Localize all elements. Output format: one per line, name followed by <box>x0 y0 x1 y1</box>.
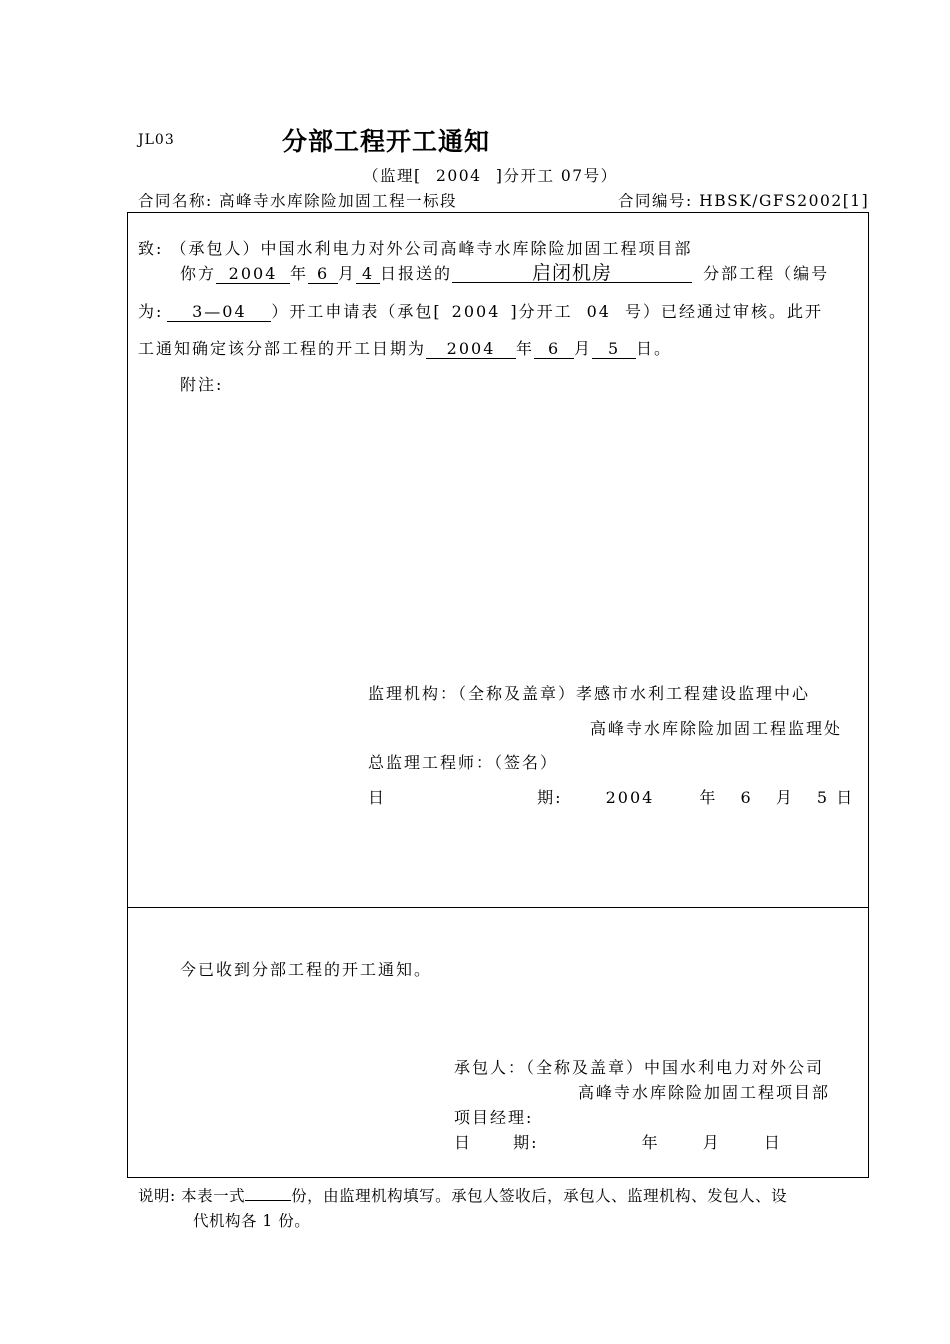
footer-note-line2: 代机构各 1 份。 <box>193 1212 311 1230</box>
form-code: JL03 <box>138 132 175 148</box>
contract-no-label: 合同编号: <box>618 192 693 210</box>
chief-engineer-signature: 总监理工程师：（签名） <box>368 753 559 772</box>
page-title: 分部工程开工通知 <box>282 127 491 156</box>
recipient-line <box>138 236 693 259</box>
notice-line-4 <box>138 336 672 359</box>
supervisor-date-day: 5 <box>816 788 830 807</box>
supervisor-date-year: 2004 <box>605 788 655 807</box>
supervisor-date-label-1: 日 <box>368 788 387 807</box>
contract-no-value: HBSK/GFS2002[1] <box>699 192 870 210</box>
notice-line-3 <box>138 299 823 322</box>
start-year: 2004 <box>426 340 516 359</box>
apply-no: 04 <box>586 302 611 321</box>
form-divider <box>127 907 869 908</box>
supervisor-org-line1: 孝感市水利工程建设监理中心 <box>576 684 811 703</box>
document-number <box>363 164 618 186</box>
note-label: 附注: <box>180 375 224 394</box>
start-month: 6 <box>534 340 574 359</box>
line3-mid2: ]分开工 <box>510 302 573 321</box>
receipt-month-char: 月 <box>702 1133 721 1152</box>
contractor-line1: 中国水利电力对外公司 <box>644 1058 825 1077</box>
subtitle-no: 07 <box>560 167 584 185</box>
start-year-char: 年 <box>516 339 535 358</box>
line2-prefix: 你方 <box>180 264 217 283</box>
line2-mid: 日报送的 <box>380 264 453 283</box>
receipt-text: 今已收到分部工程的开工通知。 <box>180 960 433 979</box>
footer-note-prefix: 说明: 本表一式 <box>138 1187 246 1205</box>
contract-number <box>618 189 869 211</box>
line3-prefix: 为: <box>138 302 164 321</box>
supervisor-date-year-char: 年 <box>699 788 718 807</box>
supervisor-org-label: 监理机构：（全称及盖章） <box>368 684 577 703</box>
supervisor-date-month-char: 月 <box>775 788 794 807</box>
supervisor-org-line2: 高峰寺水库除险加固工程监理处 <box>590 719 843 738</box>
submit-day: 4 <box>356 265 380 284</box>
contract-name <box>138 189 457 211</box>
line2-suffix: 分部工程（编号 <box>703 264 830 283</box>
subtitle-mid: ]分开工 <box>495 167 555 185</box>
receipt-day-char: 日 <box>763 1133 782 1152</box>
line4-prefix: 工通知确定该分部工程的开工日期为 <box>138 339 427 358</box>
receipt-year-char: 年 <box>641 1133 660 1152</box>
project-code: 3—04 <box>167 303 271 322</box>
receipt-date <box>454 1130 782 1153</box>
supervisor-date-day-char: 日 <box>836 788 855 807</box>
start-day: 5 <box>592 340 636 359</box>
line3-suffix: 号）已经通过审核。此开 <box>624 302 823 321</box>
contract-name-label: 合同名称: <box>138 192 213 210</box>
footer-note-suffix: 份，由监理机构填写。承包人签收后，承包人、监理机构、发包人、设 <box>291 1187 788 1205</box>
subtitle-prefix: （监理[ <box>363 167 422 185</box>
notice-line-2 <box>180 261 829 284</box>
receipt-date-label-2: 期: <box>513 1133 539 1152</box>
start-month-char: 月 <box>574 339 593 358</box>
to-label: 致: <box>138 239 164 258</box>
recipient: （承包人）中国水利电力对外公司高峰寺水库除险加固工程项目部 <box>170 239 693 258</box>
footer-note <box>138 1184 787 1206</box>
apply-year: 2004 <box>451 302 501 321</box>
copies-blank <box>245 1200 291 1201</box>
contractor-line2: 高峰寺水库除险加固工程项目部 <box>578 1083 831 1102</box>
start-day-suffix: 日。 <box>636 339 673 358</box>
subtitle-suffix: 号） <box>583 167 618 185</box>
submit-year-char: 年 <box>290 264 309 283</box>
submit-month: 6 <box>308 265 338 284</box>
supervisor-org <box>368 681 810 704</box>
contractor-label: 承包人：（全称及盖章） <box>454 1058 645 1077</box>
supervisor-date <box>368 785 854 808</box>
submit-month-char: 月 <box>338 264 357 283</box>
contractor <box>454 1055 824 1078</box>
receipt-date-label-1: 日 <box>454 1133 473 1152</box>
submit-year: 2004 <box>216 265 290 284</box>
supervisor-date-month: 6 <box>740 788 753 807</box>
line3-mid1: ）开工申请表（承包[ <box>271 302 442 321</box>
project-name: 启闭机房 <box>452 264 692 283</box>
contract-name-value: 高峰寺水库除险加固工程一标段 <box>219 192 458 210</box>
project-manager-signature: 项目经理: <box>454 1108 534 1127</box>
subtitle-year: 2004 <box>436 167 482 185</box>
supervisor-date-label-2: 期: <box>537 788 563 807</box>
